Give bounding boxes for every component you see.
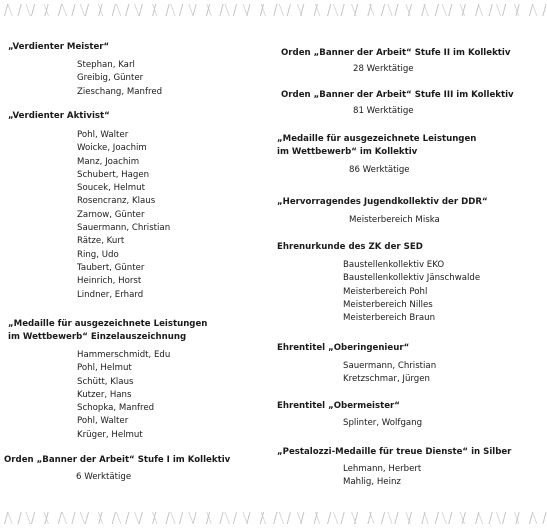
top-decorative-border [0, 0, 547, 20]
section-heading: Orden „Banner der Arbeit“ Stufe II im Kollektiv [281, 48, 511, 58]
section-verdienter-aktivist [8, 110, 170, 302]
section-medaille-einzel [8, 318, 207, 442]
name-list [77, 129, 170, 302]
section-pestalozzi-medaille [277, 446, 511, 490]
list-item: Lehmann, Herbert [343, 464, 422, 474]
name-list [343, 259, 480, 325]
section-heading: Orden „Banner der Arbeit“ Stufe I im Kollektiv [4, 455, 231, 465]
section-banner-stufe-1 [4, 454, 230, 484]
name-list [343, 463, 511, 490]
list-item: Mahlig, Heinz [343, 477, 401, 488]
list-item: Lindner, Erhard [77, 289, 144, 300]
list-item: Meisterbereich Braun [343, 313, 436, 324]
section-value: 86 Werktätige [349, 165, 410, 175]
list-item: Schubert, Hagen [77, 169, 150, 180]
section-heading: „Verdienter Meister“ [8, 42, 110, 52]
list-item: Manz, Joachim [77, 156, 140, 167]
list-item: Pohl, Walter [77, 416, 129, 427]
list-item: Meisterbereich Pohl [343, 286, 428, 297]
list-item: Schütt, Klaus [77, 376, 134, 387]
section-heading: Ehrentitel „Oberingenieur“ [277, 343, 410, 353]
section-heading: Ehrentitel „Obermeister“ [277, 401, 400, 411]
list-item: Hammerschmidt, Edu [77, 350, 171, 360]
section-banner-stufe-2 [281, 47, 510, 76]
bottom-decorative-border [0, 508, 547, 528]
section-heading: Orden „Banner der Arbeit“ Stufe III im Kollektiv [281, 90, 514, 100]
section-heading: „Medaille für ausgezeichnete Leistungen [277, 134, 477, 144]
list-item: Taubert, Günter [77, 262, 145, 273]
section-obermeister [277, 400, 422, 430]
section-heading: „Verdienter Aktivist“ [8, 111, 110, 121]
name-list [77, 59, 162, 99]
list-item: Baustellenkollektiv EKO [343, 260, 445, 270]
list-item: Pohl, Helmut [77, 363, 132, 374]
list-item: Splinter, Wolfgang [343, 418, 423, 428]
section-medaille-kollektiv [277, 133, 476, 177]
section-heading: Ehrenurkunde des ZK der SED [277, 242, 423, 252]
section-heading: „Pestalozzi-Medaille für treue Dienste“ in Silber [277, 447, 512, 457]
list-item: Soucek, Helmut [77, 183, 145, 194]
name-list [77, 349, 207, 442]
section-heading-cont: im Wettbewerb“ im Kollektiv [277, 147, 418, 157]
list-item: Ring, Udo [77, 249, 119, 260]
list-item: Woicke, Joachim [77, 143, 147, 154]
list-item: Schopka, Manfred [77, 403, 155, 414]
list-item: Rätze, Kurt [77, 236, 125, 247]
list-item: Heinrich, Horst [77, 276, 142, 287]
name-list [343, 417, 422, 430]
list-item: Sauermann, Christian [343, 361, 437, 371]
section-jugendkollektiv [277, 196, 488, 227]
list-item: Kutzer, Hans [77, 389, 132, 400]
section-verdienter-meister [8, 41, 162, 99]
list-item: Greibig, Günter [77, 73, 144, 84]
list-item: Kretzschmar, Jürgen [343, 374, 430, 385]
section-oberingenieur [277, 342, 436, 387]
section-banner-stufe-3 [281, 89, 514, 118]
list-item: Pohl, Walter [77, 130, 129, 140]
section-value: 81 Werktätige [353, 106, 414, 116]
section-heading: „Hervorragendes Jugendkollektiv der DDR“ [277, 197, 488, 207]
list-item: Rosencranz, Klaus [77, 196, 156, 207]
section-value: Meisterbereich Miska [349, 215, 440, 225]
name-list [343, 360, 436, 387]
list-item: Krüger, Helmut [77, 429, 143, 440]
section-ehrenurkunde-zk [277, 241, 480, 325]
list-item: Sauermann, Christian [77, 223, 171, 234]
section-value: 6 Werktätige [76, 472, 132, 482]
list-item: Baustellenkollektiv Jänschwalde [343, 273, 481, 284]
section-value: 28 Werktätige [353, 64, 414, 74]
list-item: Zarnow, Günter [77, 209, 145, 220]
list-item: Stephan, Karl [77, 60, 135, 70]
list-item: Zieschang, Manfred [77, 86, 163, 97]
section-heading: „Medaille für ausgezeichnete Leistungen [8, 319, 208, 329]
section-heading-cont: im Wettbewerb“ Einzelauszeichnung [8, 332, 187, 342]
list-item: Meisterbereich Nilles [343, 299, 433, 310]
